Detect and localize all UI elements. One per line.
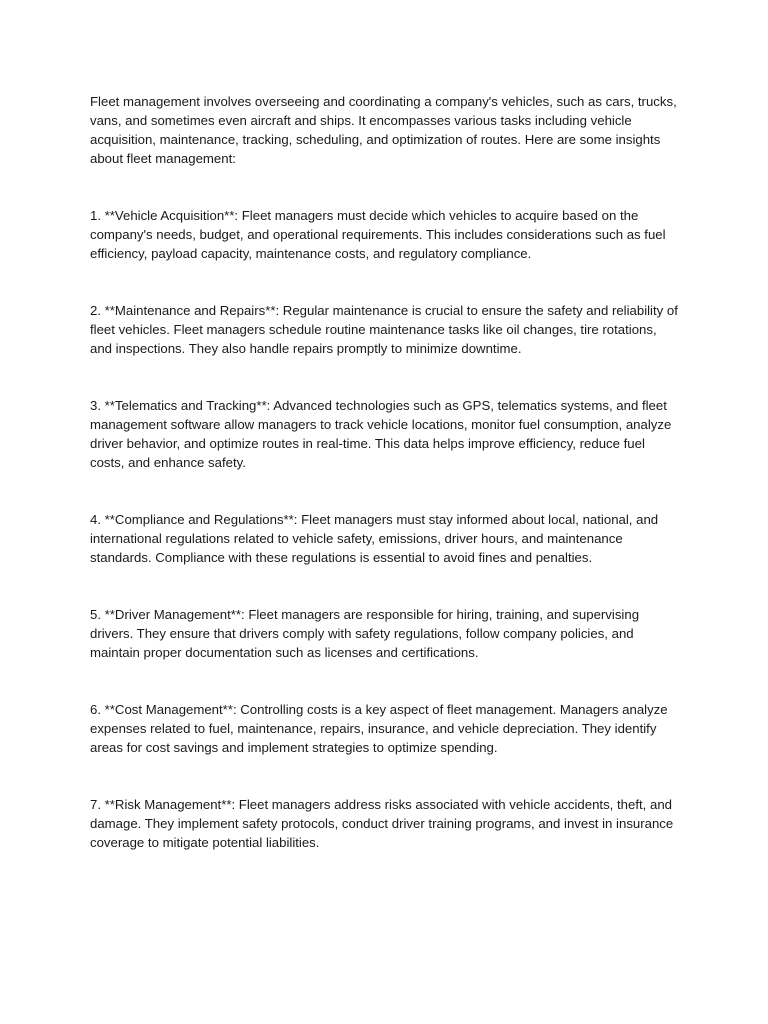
intro-paragraph: Fleet management involves overseeing and coordinating a company's vehicles, such as cars, trucks, vans, and sometimes even aircraft and ships. It encompasses various tasks including vehicle acquisition, maintenance, tracking, scheduling, and optimization of routes. Here are some insights about fleet management: xyxy=(90,94,677,166)
list-item: 7. **Risk Management**: Fleet managers address risks associated with vehicle accidents, theft, and damage. They implement safety protocols, conduct driver training programs, and invest in insurance coverage to mitigate potential liabilities. xyxy=(90,797,674,850)
list-item: 1. **Vehicle Acquisition**: Fleet managers must decide which vehicles to acquire based on the company's needs, budget, and operational requirements. This includes considerations such as fuel efficiency, payload capacity, maintenance costs, and regulatory compliance. xyxy=(90,208,666,261)
list-item: 5. **Driver Management**: Fleet managers are responsible for hiring, training, and supervising drivers. They ensure that drivers comply with safety regulations, follow company policies, and maintain proper documentation such as licenses and certifications. xyxy=(90,607,640,660)
document-body xyxy=(90,92,680,890)
list-item: 4. **Compliance and Regulations**: Fleet managers must stay informed about local, national, and international regulations related to vehicle safety, emissions, driver hours, and maintenance standards. Compliance with these regulations is essential to avoid fines and penalties. xyxy=(90,512,659,565)
list-item: 3. **Telematics and Tracking**: Advanced technologies such as GPS, telematics systems, and fleet management software allow managers to track vehicle locations, monitor fuel consumption, analyze driver behavior, and optimize routes in real-time. This data helps improve efficiency, reduce fuel costs, and enhance safety. xyxy=(90,398,672,470)
list-item: 2. **Maintenance and Repairs**: Regular maintenance is crucial to ensure the safety and reliability of fleet vehicles. Fleet managers schedule routine maintenance tasks like oil changes, tire rotations, and inspections. They also handle repairs promptly to minimize downtime. xyxy=(90,303,678,356)
list-item: 6. **Cost Management**: Controlling costs is a key aspect of fleet management. Managers analyze expenses related to fuel, maintenance, repairs, insurance, and vehicle depreciation. They identify areas for cost savings and implement strategies to optimize spending. xyxy=(90,702,668,755)
